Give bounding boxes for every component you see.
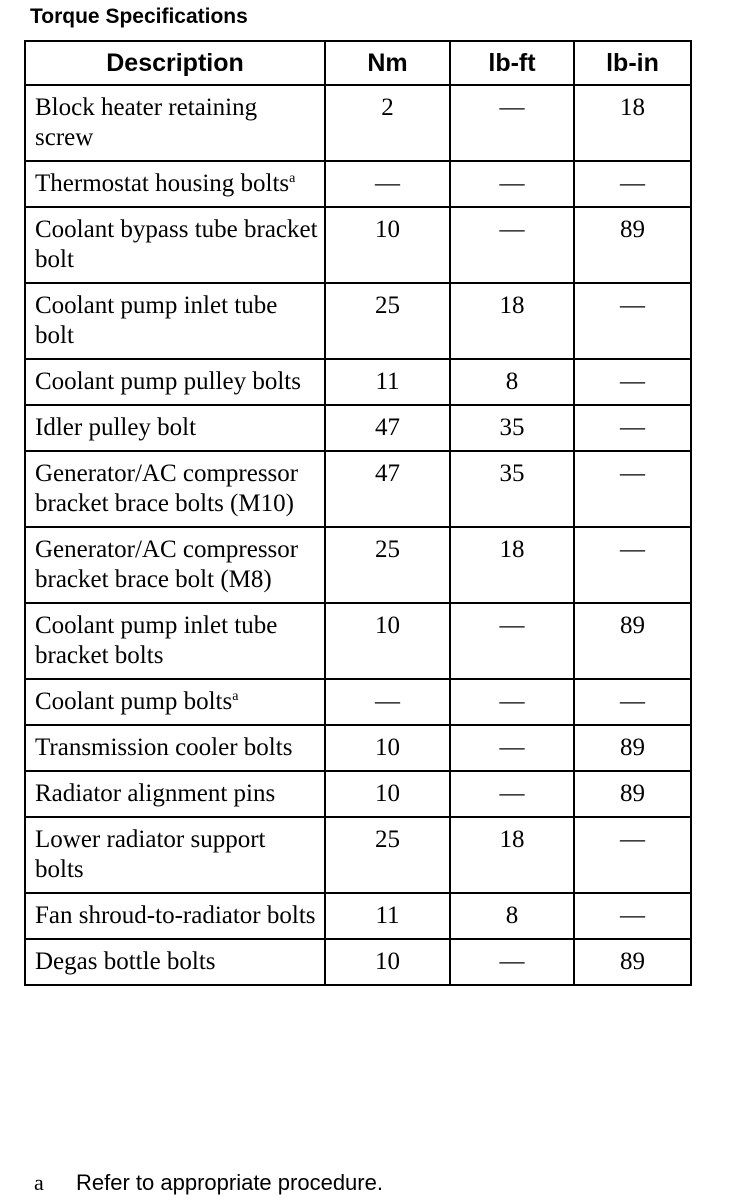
header-lbft: lb-ft xyxy=(450,41,574,85)
row-description: Coolant pump inlet tube bolt xyxy=(35,292,278,349)
header-description: Description xyxy=(25,41,325,85)
row-nm-value: 11 xyxy=(325,359,450,405)
row-nm-value: 10 xyxy=(325,725,450,771)
row-lbft-value: 8 xyxy=(450,893,574,939)
row-description: Thermostat housing bolts xyxy=(35,170,290,197)
footnote-text: Refer to appropriate procedure. xyxy=(76,1170,383,1195)
table-row xyxy=(25,725,691,771)
row-description: Idler pulley bolt xyxy=(35,414,197,441)
row-lbin-value: 89 xyxy=(574,771,691,817)
row-lbft-value: — xyxy=(450,603,574,679)
row-nm-value: 25 xyxy=(325,283,450,359)
row-description-cell xyxy=(25,939,325,985)
row-lbft-value: — xyxy=(450,679,574,725)
row-lbft-value: 18 xyxy=(450,527,574,603)
footnote-mark: a xyxy=(34,1170,44,1195)
row-nm-value: 10 xyxy=(325,771,450,817)
row-description-cell xyxy=(25,527,325,603)
row-lbin-value: 18 xyxy=(574,85,691,161)
row-description: Coolant bypass tube bracket bolt xyxy=(35,216,318,273)
row-description-cell xyxy=(25,679,325,725)
row-nm-value: 25 xyxy=(325,527,450,603)
row-lbin-value: — xyxy=(574,359,691,405)
row-lbft-value: 35 xyxy=(450,405,574,451)
row-nm-value: — xyxy=(325,679,450,725)
row-description: Coolant pump bolts xyxy=(35,688,233,715)
page-title: Torque Specifications xyxy=(30,5,248,28)
table-row xyxy=(25,771,691,817)
row-lbin-value: 89 xyxy=(574,207,691,283)
header-lbin: lb-in xyxy=(574,41,691,85)
table-row xyxy=(25,939,691,985)
row-nm-value: 47 xyxy=(325,451,450,527)
row-lbin-value: 89 xyxy=(574,603,691,679)
row-lbin-value: — xyxy=(574,161,691,207)
footnote-reference: a xyxy=(289,171,296,186)
row-nm-value: 10 xyxy=(325,207,450,283)
row-nm-value: 11 xyxy=(325,893,450,939)
row-lbin-value: 89 xyxy=(574,939,691,985)
row-description: Block heater retaining screw xyxy=(35,94,258,151)
row-description: Lower radiator support bolts xyxy=(35,826,266,883)
row-lbin-value: — xyxy=(574,893,691,939)
table-body xyxy=(25,85,691,985)
row-description: Radiator alignment pins xyxy=(35,780,276,807)
row-description-cell xyxy=(25,85,325,161)
row-description-cell xyxy=(25,603,325,679)
row-lbft-value: 18 xyxy=(450,283,574,359)
footnote xyxy=(34,1170,383,1196)
row-description-cell xyxy=(25,161,325,207)
table-row xyxy=(25,207,691,283)
row-lbin-value: — xyxy=(574,679,691,725)
row-description: Fan shroud-to-radiator bolts xyxy=(35,902,316,929)
row-description-cell xyxy=(25,817,325,893)
row-nm-value: — xyxy=(325,161,450,207)
table-row xyxy=(25,893,691,939)
row-lbft-value: — xyxy=(450,207,574,283)
row-description: Generator/AC compressor bracket brace bolts (M10) xyxy=(35,460,299,517)
row-lbft-value: 8 xyxy=(450,359,574,405)
table-row xyxy=(25,359,691,405)
row-lbin-value: — xyxy=(574,405,691,451)
row-description: Generator/AC compressor bracket brace bolt (M8) xyxy=(35,536,299,593)
table-row xyxy=(25,283,691,359)
row-nm-value: 10 xyxy=(325,603,450,679)
table-row xyxy=(25,527,691,603)
table-row xyxy=(25,817,691,893)
row-description-cell xyxy=(25,451,325,527)
row-lbin-value: 89 xyxy=(574,725,691,771)
row-description-cell xyxy=(25,207,325,283)
row-lbft-value: — xyxy=(450,771,574,817)
row-lbin-value: — xyxy=(574,817,691,893)
row-nm-value: 47 xyxy=(325,405,450,451)
table-row xyxy=(25,405,691,451)
row-lbft-value: 18 xyxy=(450,817,574,893)
row-lbin-value: — xyxy=(574,283,691,359)
torque-spec-table xyxy=(24,40,692,986)
row-lbft-value: — xyxy=(450,85,574,161)
row-lbin-value: — xyxy=(574,451,691,527)
table-row xyxy=(25,85,691,161)
table-row xyxy=(25,161,691,207)
row-lbft-value: — xyxy=(450,161,574,207)
row-description-cell xyxy=(25,283,325,359)
row-lbin-value: — xyxy=(574,527,691,603)
row-description: Degas bottle bolts xyxy=(35,948,216,975)
row-lbft-value: — xyxy=(450,725,574,771)
row-description: Transmission cooler bolts xyxy=(35,734,293,761)
table-row xyxy=(25,451,691,527)
header-nm: Nm xyxy=(325,41,450,85)
row-nm-value: 10 xyxy=(325,939,450,985)
row-nm-value: 25 xyxy=(325,817,450,893)
row-lbft-value: 35 xyxy=(450,451,574,527)
table-header-row xyxy=(25,41,691,85)
row-description: Coolant pump pulley bolts xyxy=(35,368,301,395)
table-row xyxy=(25,679,691,725)
row-nm-value: 2 xyxy=(325,85,450,161)
row-lbft-value: — xyxy=(450,939,574,985)
row-description-cell xyxy=(25,771,325,817)
row-description-cell xyxy=(25,359,325,405)
row-description: Coolant pump inlet tube bracket bolts xyxy=(35,612,278,669)
table-row xyxy=(25,603,691,679)
row-description-cell xyxy=(25,405,325,451)
footnote-reference: a xyxy=(232,689,239,704)
row-description-cell xyxy=(25,893,325,939)
row-description-cell xyxy=(25,725,325,771)
